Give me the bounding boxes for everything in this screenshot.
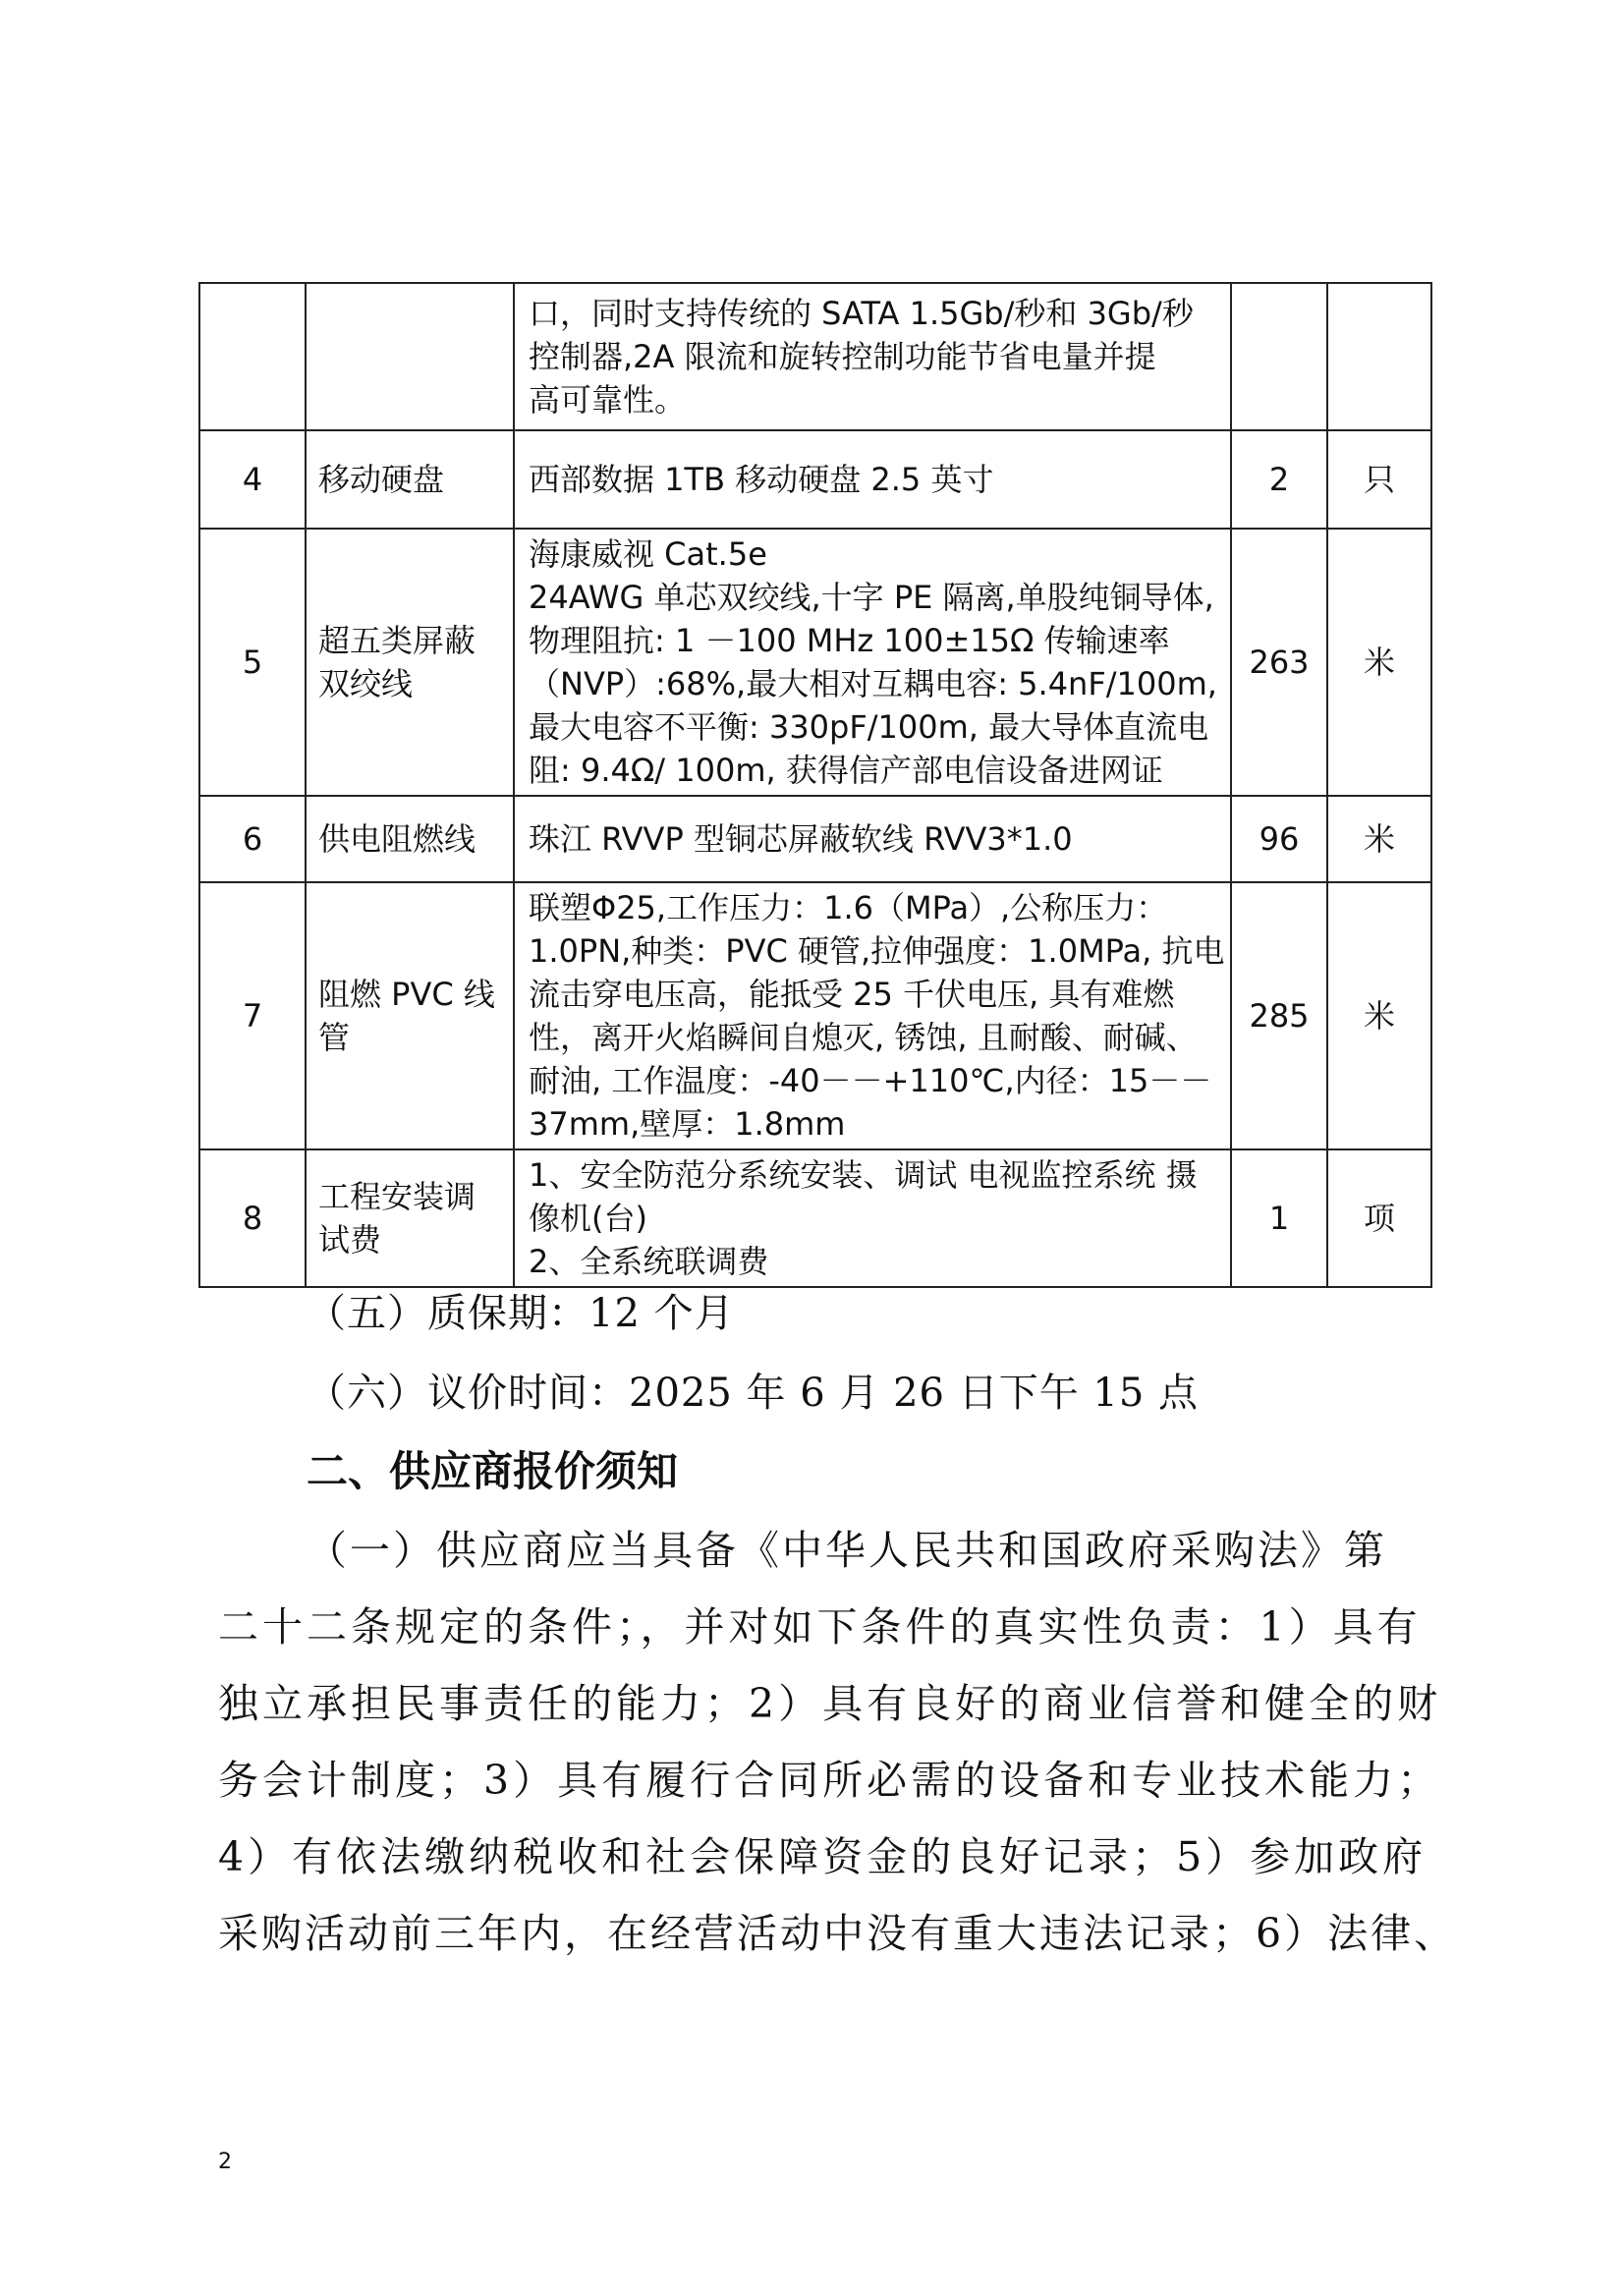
item-name-cell: 移动硬盘 [306,430,514,529]
table-row [199,882,1431,1149]
item-unit-cell [1327,283,1431,430]
item-number-cell: 7 [199,882,306,1149]
description-line: 联塑Φ25,工作压力：1.6（MPa）,公称压力： [529,889,1168,926]
item-number-cell [199,283,306,430]
negotiation-time-line: （六）议价时间：2025 年 6 月 26 日下午 15 点 [307,1371,1200,1416]
item-description-cell [514,283,1231,430]
item-description-cell [514,882,1231,1149]
item-name-cell: 工程安装调试费 [306,1149,514,1287]
body-line: （一）供应商应当具备《中华人民共和国政府采购法》第 [307,1527,1387,1574]
description-line: 1、安全防范分系统安装、调试 电视监控系统 摄 [529,1156,1198,1194]
body-line: 务会计制度；3）具有履行合同所必需的设备和专业技术能力； [218,1757,1442,1804]
description-line: 海康威视 Cat.5e [529,535,767,573]
description-line: 性，离开火焰瞬间自熄灭, 锈蚀, 且耐酸、耐碱、 [529,1019,1198,1056]
item-quantity-cell: 96 [1231,796,1327,882]
table-row [199,1149,1431,1287]
spec-table [198,282,1432,1288]
section-heading: 二、供应商报价须知 [307,1447,679,1495]
table-row [199,529,1431,796]
body-line: 4）有依法缴纳税收和社会保障资金的良好记录；5）参加政府 [218,1833,1427,1880]
item-quantity-cell: 2 [1231,430,1327,529]
warranty-line: （五）质保期：12 个月 [307,1291,735,1336]
description-line: 像机(台) [529,1200,647,1237]
item-description-cell [514,796,1231,882]
body-line: 独立承担民事责任的能力；2）具有良好的商业信誉和健全的财 [218,1680,1442,1727]
description-line: 耐油, 工作温度：-40－－+110℃,内径：15－－ [529,1062,1212,1099]
description-line: 控制器,2A 限流和旋转控制功能节省电量并提 [529,338,1156,375]
item-number-cell: 5 [199,529,306,796]
description-line: 2、全系统联调费 [529,1243,769,1280]
description-line: 37mm,壁厚：1.8mm [529,1105,846,1143]
spec-table-body [199,283,1431,1287]
description-line: （NVP）:68%,最大相对互耦电容: 5.4nF/100m, [529,665,1217,702]
table-row [199,796,1431,882]
description-line: 高可靠性。 [529,381,687,419]
item-unit-cell: 米 [1327,796,1431,882]
description-line: 物理阻抗: 1 －100 MHz 100±15Ω 传输速率 [529,622,1170,659]
item-quantity-cell [1231,283,1327,430]
description-line: 口，同时支持传统的 SATA 1.5Gb/秒和 3Gb/秒 [529,295,1194,332]
item-description-cell [514,529,1231,796]
table-row [199,430,1431,529]
item-unit-cell: 米 [1327,529,1431,796]
item-name-cell [306,283,514,430]
description-line: 1.0PN,种类：PVC 硬管,拉伸强度：1.0MPa, 抗电 [529,932,1225,970]
item-name-cell: 超五类屏蔽双绞线 [306,529,514,796]
item-quantity-cell: 263 [1231,529,1327,796]
item-quantity-cell: 1 [1231,1149,1327,1287]
item-description-cell [514,430,1231,529]
item-quantity-cell: 285 [1231,882,1327,1149]
item-number-cell: 4 [199,430,306,529]
description-line: 西部数据 1TB 移动硬盘 2.5 英寸 [529,461,994,498]
description-line: 24AWG 单芯双绞线,十字 PE 隔离,单股纯铜导体, [529,579,1214,616]
item-number-cell: 8 [199,1149,306,1287]
page-number: 2 [218,2150,232,2174]
item-unit-cell: 米 [1327,882,1431,1149]
body-line: 二十二条规定的条件；，并对如下条件的真实性负责：1）具有 [218,1603,1422,1651]
item-number-cell: 6 [199,796,306,882]
item-unit-cell: 只 [1327,430,1431,529]
table-row [199,283,1431,430]
item-name-cell: 阻燃 PVC 线管 [306,882,514,1149]
item-name-cell: 供电阻燃线 [306,796,514,882]
body-line: 采购活动前三年内，在经营活动中没有重大违法记录；6）法律、 [218,1910,1458,1957]
description-line: 流击穿电压高，能抵受 25 千伏电压, 具有难燃 [529,976,1175,1013]
description-line: 珠江 RVVP 型铜芯屏蔽软线 RVV3*1.0 [529,820,1073,858]
description-line: 阻: 9.4Ω/ 100m, 获得信产部电信设备进网证 [529,752,1163,789]
item-unit-cell: 项 [1327,1149,1431,1287]
item-description-cell [514,1149,1231,1287]
description-line: 最大电容不平衡: 330pF/100m, 最大导体直流电 [529,708,1209,746]
